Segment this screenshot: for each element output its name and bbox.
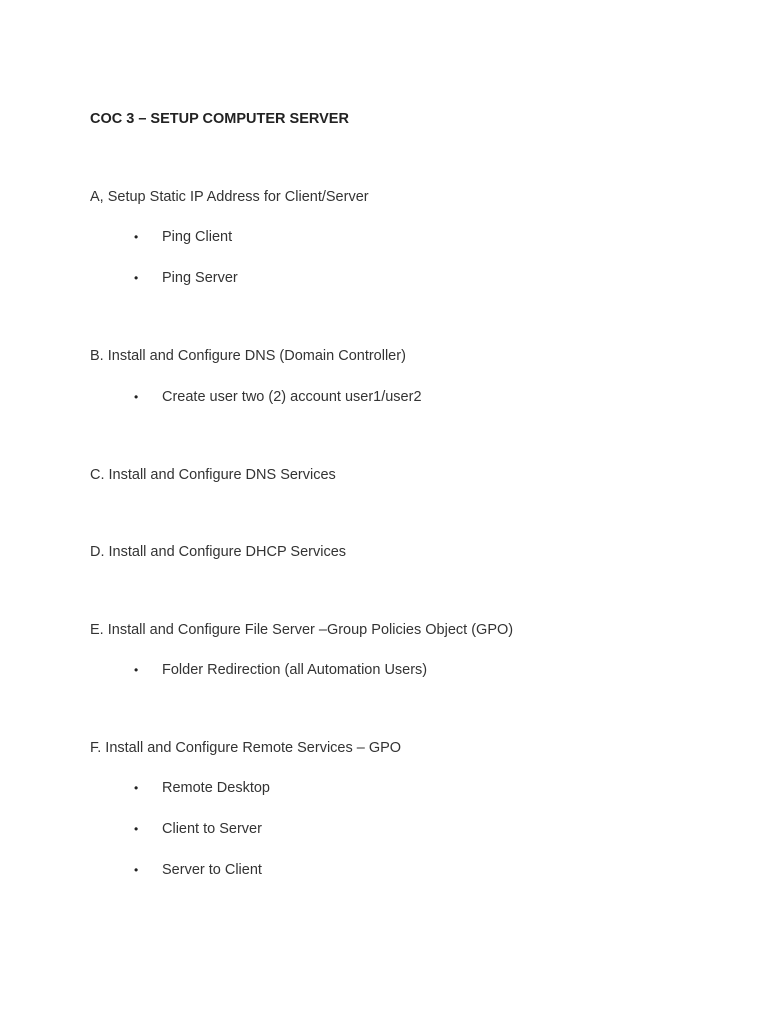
bullet-icon: •: [134, 863, 139, 877]
bullet-icon: •: [134, 271, 139, 285]
section-d-heading: D. Install and Configure DHCP Services: [90, 544, 347, 560]
list-item-text: Ping Server: [162, 270, 238, 286]
section-b-heading: B. Install and Configure DNS (Domain Controller): [90, 348, 406, 364]
bullet-icon: •: [134, 781, 139, 795]
list-item-text: Remote Desktop: [162, 780, 270, 796]
list-item-text: Ping Client: [162, 229, 233, 245]
list-item-text: Folder Redirection (all Automation Users): [162, 662, 428, 678]
list-item-text: Server to Client: [162, 862, 262, 878]
list-item: [134, 861, 262, 879]
list-item: [134, 228, 232, 246]
bullet-icon: •: [134, 822, 139, 836]
list-item-text: Client to Server: [162, 821, 262, 837]
section-c-heading: C. Install and Configure DNS Services: [90, 467, 336, 483]
list-item: [134, 661, 427, 679]
list-item: [134, 388, 422, 406]
section-a-heading: A, Setup Static IP Address for Client/Server: [90, 189, 369, 205]
bullet-icon: •: [134, 663, 139, 677]
bullet-icon: •: [134, 230, 139, 244]
list-item: [134, 779, 270, 797]
list-item: [134, 269, 238, 287]
section-e-heading: E. Install and Configure File Server –Group Policies Object (GPO): [90, 622, 514, 638]
list-item: [134, 820, 262, 838]
document-title: COC 3 – SETUP COMPUTER SERVER: [90, 111, 349, 127]
bullet-icon: •: [134, 390, 139, 404]
section-f-heading: F. Install and Configure Remote Services – GPO: [90, 740, 402, 756]
list-item-text: Create user two (2) account user1/user2: [162, 389, 422, 405]
